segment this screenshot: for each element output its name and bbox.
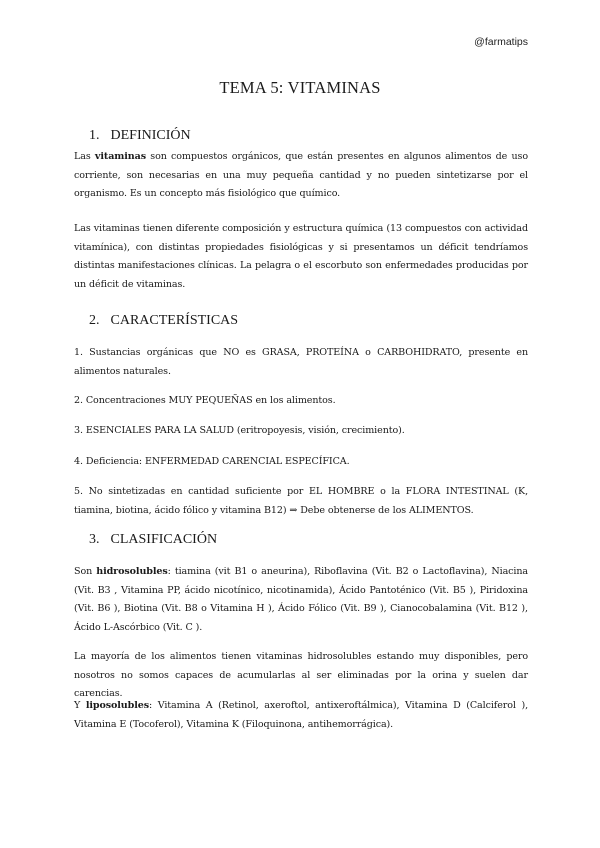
caracteristica-item-1: 1. Sustancias orgánicas que NO es GRASA, PROTEÍNA o CARBOHIDRATO, presente en alimentos naturales. xyxy=(74,347,528,377)
section-title: CLASIFICACIÓN xyxy=(110,532,218,547)
watermark: @farmatips xyxy=(474,36,528,48)
caracteristica-item-3: 3. ESENCIALES PARA LA SALUD (eritropoyesis, visión, crecimiento). xyxy=(74,425,405,436)
paragraph-definicion-2: Las vitaminas tienen diferente composición y estructura química (13 compuestos con actividad vitamínica), con distintas propiedades fisiológicas y si presentamos un déficit tendríamos distintas manifestaciones clínicas. La pelagra o el escorbuto son enfermedades producidas por un déficit de vitaminas. xyxy=(74,223,528,290)
text-run: Y xyxy=(74,700,86,711)
section-number: 3. xyxy=(89,532,100,547)
paragraph-hidrosolubles xyxy=(74,563,528,637)
section-number: 2. xyxy=(89,313,100,328)
section-heading-caracteristicas xyxy=(89,313,238,329)
caracteristica-item-4: 4. Deficiencia: ENFERMEDAD CARENCIAL ESPECÍFICA. xyxy=(74,456,350,467)
section-title: DEFINICIÓN xyxy=(110,128,191,143)
page-title: TEMA 5: VITAMINAS xyxy=(219,78,381,97)
paragraph-definicion-1 xyxy=(74,148,528,204)
text-run: : Vitamina A (Retinol, axeroftol, antixeroftálmica), Vitamina D (Calciferol ), Vitamina E (Tocoferol), Vitamina K (Filoquinona, antihemorrágica). xyxy=(74,700,529,730)
caracteristica-item-5: 5. No sintetizadas en cantidad suficiente por EL HOMBRE o la FLORA INTESTINAL (K, tiamina, biotina, ácido fólico y vitamina B12) ⇒ Debe obtenerse de los ALIMENTOS. xyxy=(74,486,528,516)
text-run: : tiamina (vit B1 o aneurina), Riboflavina (Vit. B2 o Lactoflavina), Niacina (Vit. B3 , Vitamina PP, ácido nicotínico, nicotinamida), Ácido Pantoténico (Vit. B5 ), Piridoxina (Vit. B6 ), Biotina (Vit. B8 o Vitamina H ), Ácido Fólico (Vit. B9 ), Cianocobalamina (Vit. B12 ), Ácido L-Ascórbico (Vit. C ). xyxy=(74,566,529,633)
text-run: Las xyxy=(74,151,95,162)
paragraph-disponibilidad: La mayoría de los alimentos tienen vitaminas hidrosolubles estando muy disponibles, pero nosotros no somos capaces de acumularlas al ser eliminadas por la orina y suelen dar carencias. xyxy=(74,651,528,700)
section-heading-clasificacion xyxy=(89,532,217,548)
section-heading-definicion xyxy=(89,128,191,144)
section-title: CARACTERÍSTICAS xyxy=(110,313,239,328)
text-run: son compuestos orgánicos, que están presentes en algunos alimentos de uso corriente, son necesarias en una muy pequeña cantidad y no pueden sintetizarse por el organismo. Es un concepto más fisiológico que químico. xyxy=(74,151,528,200)
bold-term: vitaminas xyxy=(94,151,147,162)
caracteristica-item-2: 2. Concentraciones MUY PEQUEÑAS en los alimentos. xyxy=(74,395,336,406)
paragraph-liposolubles xyxy=(74,697,528,734)
section-number: 1. xyxy=(89,128,100,143)
text-run: Son xyxy=(74,566,97,577)
bold-term: liposolubles xyxy=(85,700,149,711)
bold-term: hidrosolubles xyxy=(96,566,168,577)
